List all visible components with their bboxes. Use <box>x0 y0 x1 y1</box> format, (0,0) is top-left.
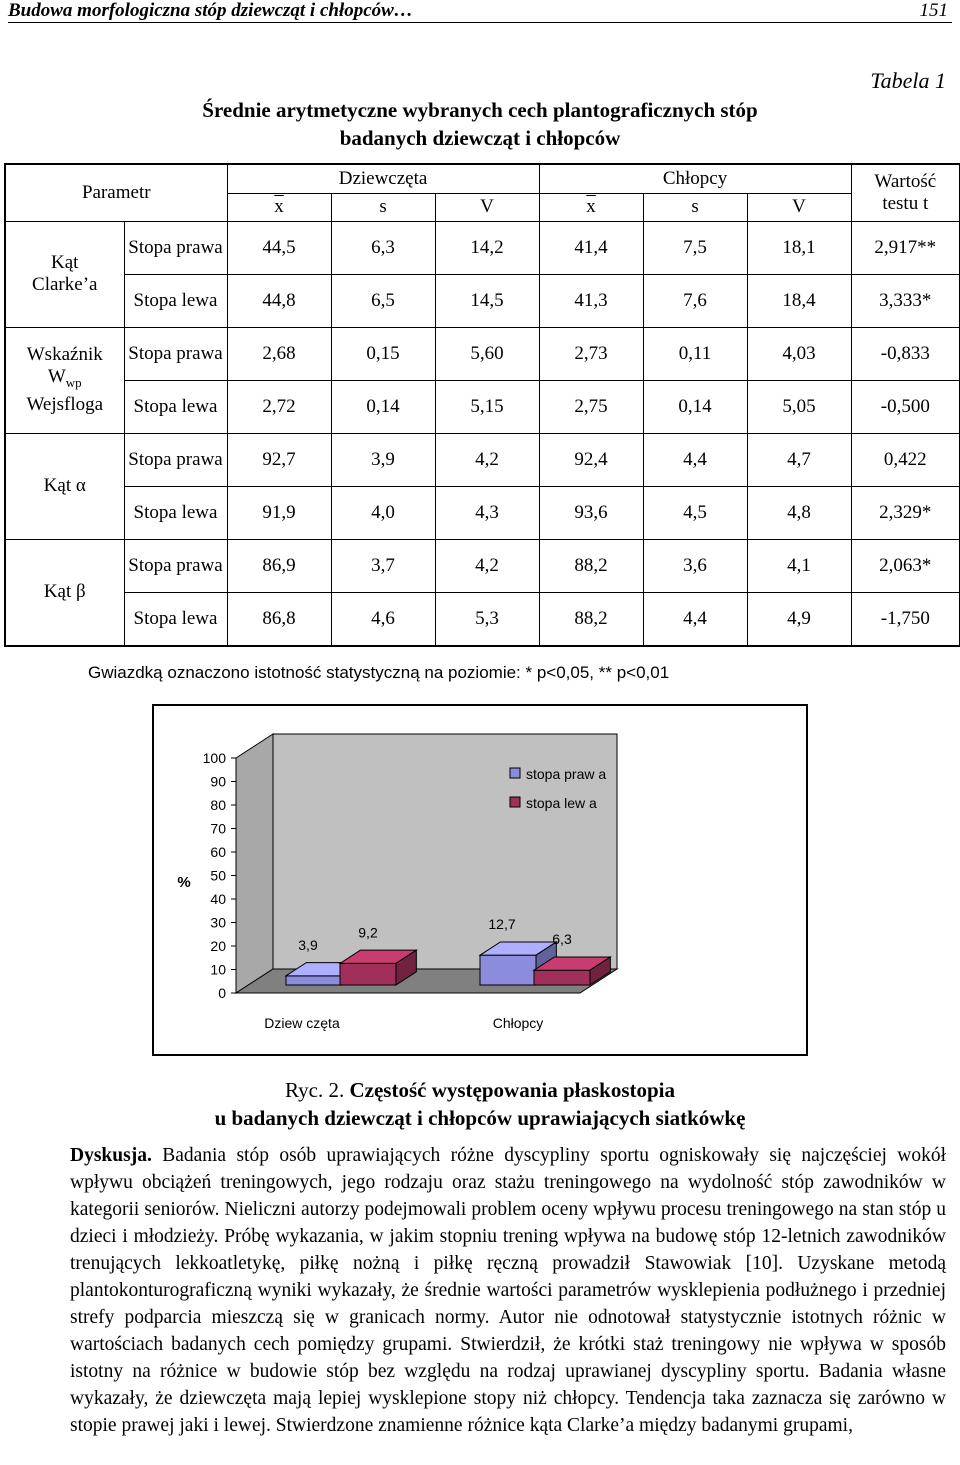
param-wwp-letter: W <box>47 366 66 388</box>
cell: 41,3 <box>539 274 643 327</box>
page-number: 151 <box>919 0 948 21</box>
chart-side-wall <box>236 734 273 993</box>
cell: 4,2 <box>435 539 539 592</box>
param-clarke-line2: Clarke’a <box>32 274 98 295</box>
param-wwp <box>5 327 124 433</box>
bar-front-left-1 <box>534 970 590 985</box>
cell: 4,0 <box>331 486 435 539</box>
side-label: Stopa prawa <box>124 221 227 274</box>
cell: 2,75 <box>539 380 643 433</box>
side-label: Stopa prawa <box>124 539 227 592</box>
header-t-test <box>851 164 960 221</box>
legend-swatch <box>510 768 520 778</box>
cell: 4,4 <box>643 433 747 486</box>
cell: 7,5 <box>643 221 747 274</box>
param-wwp-line3: Wejsfloga <box>26 393 104 415</box>
header-t-line2: testu t <box>882 192 929 214</box>
discussion-text <box>70 1142 946 1439</box>
table-row <box>5 221 960 274</box>
cell: 5,05 <box>747 380 851 433</box>
cell: 88,2 <box>539 592 643 646</box>
bar-data-label: 9,2 <box>358 924 378 941</box>
figure-caption-line2 <box>0 1104 960 1132</box>
side-label: Stopa lewa <box>124 380 227 433</box>
figure-caption-prefix: Ryc. 2. <box>284 1078 345 1102</box>
cell: 0,14 <box>643 380 747 433</box>
sub-s-boys: s <box>643 193 747 221</box>
cell: 2,68 <box>227 327 331 380</box>
sub-v-girls: V <box>435 193 539 221</box>
y-tick-label: 20 <box>210 938 226 954</box>
sub-x-girls-text: $\overline{x}$ <box>274 196 284 217</box>
y-tick-label: 10 <box>210 961 226 978</box>
y-tick-label: 0 <box>218 985 226 1001</box>
legend-swatch <box>510 797 520 807</box>
sub-x-boys-text: $\overline{x}$ <box>586 196 596 217</box>
y-tick-label: 90 <box>210 773 226 790</box>
figure-caption <box>0 1076 960 1132</box>
side-label: Stopa prawa <box>124 327 227 380</box>
cell: 7,6 <box>643 274 747 327</box>
cell: 2,329* <box>851 486 960 539</box>
figure-caption-title: Częstość występowania płaskostopia <box>349 1078 676 1102</box>
bar-front-right-1 <box>480 955 536 985</box>
flatfoot-chart <box>152 704 808 1056</box>
table-label: Tabela 1 <box>870 68 946 93</box>
cell: 4,4 <box>643 592 747 646</box>
table-row <box>5 433 960 486</box>
cell: 4,8 <box>747 486 851 539</box>
side-label: Stopa lewa <box>124 486 227 539</box>
bar-data-label: 12,7 <box>488 916 516 933</box>
bar-front-left-0 <box>340 963 396 985</box>
cell: 3,9 <box>331 433 435 486</box>
param-clarke <box>5 221 124 327</box>
bar-data-label: 3,9 <box>298 936 318 953</box>
table-row <box>5 327 960 380</box>
chart-svg <box>154 706 806 1054</box>
y-tick-label: 100 <box>202 750 226 766</box>
discussion-heading: Dyskusja. <box>70 1145 152 1166</box>
category-label: Dziew częta <box>264 1015 340 1031</box>
y-tick-label: 70 <box>210 820 226 837</box>
cell: 0,422 <box>851 433 960 486</box>
cell: 93,6 <box>539 486 643 539</box>
cell: 4,1 <box>747 539 851 592</box>
discussion-paragraph <box>70 1142 946 1439</box>
cell: 5,3 <box>435 592 539 646</box>
running-title: Budowa morfologiczna stóp dziewcząt i chłopców… <box>8 0 413 21</box>
cell: 0,14 <box>331 380 435 433</box>
cell: 6,3 <box>331 221 435 274</box>
cell: 2,917** <box>851 221 960 274</box>
cell: 4,3 <box>435 486 539 539</box>
cell: 92,7 <box>227 433 331 486</box>
cell: 92,4 <box>539 433 643 486</box>
header-dziewczeta: Dziewczęta <box>227 164 539 193</box>
y-axis-label: % <box>177 874 191 891</box>
cell: 88,2 <box>539 539 643 592</box>
cell: 4,5 <box>643 486 747 539</box>
y-tick-label: 80 <box>210 797 226 813</box>
header-t-line1: Wartość <box>874 170 937 192</box>
cell: 3,333* <box>851 274 960 327</box>
table-title <box>160 96 800 152</box>
table-row <box>5 592 960 646</box>
cell: 6,5 <box>331 274 435 327</box>
data-table <box>4 163 960 647</box>
sub-s-girls: s <box>331 193 435 221</box>
sub-x-boys <box>539 193 643 221</box>
cell: 86,8 <box>227 592 331 646</box>
cell: 3,7 <box>331 539 435 592</box>
y-tick-label: 40 <box>210 891 226 907</box>
running-header <box>8 0 952 23</box>
table-row <box>5 486 960 539</box>
y-tick-label: 60 <box>210 844 226 860</box>
cell: 91,9 <box>227 486 331 539</box>
param-beta: Kąt β <box>5 539 124 646</box>
cell: 4,6 <box>331 592 435 646</box>
side-label: Stopa lewa <box>124 592 227 646</box>
cell: 18,1 <box>747 221 851 274</box>
sub-v-boys: V <box>747 193 851 221</box>
category-label: Chłopcy <box>492 1015 544 1031</box>
cell: 4,7 <box>747 433 851 486</box>
cell: 4,03 <box>747 327 851 380</box>
param-wwp-line1: Wskaźnik <box>26 344 103 366</box>
cell: 3,6 <box>643 539 747 592</box>
header-chlopcy: Chłopcy <box>539 164 851 193</box>
cell: 44,5 <box>227 221 331 274</box>
figure-caption-line1 <box>0 1076 960 1104</box>
cell: 2,73 <box>539 327 643 380</box>
cell: -0,500 <box>851 380 960 433</box>
cell: 0,15 <box>331 327 435 380</box>
cell: 2,72 <box>227 380 331 433</box>
figure-caption-title-2: u badanych dziewcząt i chłopców uprawiających siatkówkę <box>214 1106 746 1130</box>
table-title-line2: badanych dziewcząt i chłopców <box>339 126 621 150</box>
cell: 4,2 <box>435 433 539 486</box>
param-wwp-sub: wp <box>65 374 82 390</box>
table-row <box>5 274 960 327</box>
legend-label: stopa praw a <box>526 766 607 782</box>
cell: -0,833 <box>851 327 960 380</box>
header-parametr: Parametr <box>5 164 227 221</box>
bar-data-label: 6,3 <box>552 931 572 948</box>
side-label: Stopa lewa <box>124 274 227 327</box>
cell: 18,4 <box>747 274 851 327</box>
cell: 5,15 <box>435 380 539 433</box>
param-alpha: Kąt α <box>5 433 124 539</box>
table-row <box>5 380 960 433</box>
param-clarke-line1: Kąt <box>51 252 79 273</box>
y-tick-label: 50 <box>210 867 226 884</box>
cell: 86,9 <box>227 539 331 592</box>
table-title-line1: Średnie arytmetyczne wybranych cech plantograficznych stóp <box>202 98 758 122</box>
discussion-body: Badania stóp osób uprawiających różne dyscypliny sportu ogniskowały się najczęściej wokół wpływu obciążeń treningowych, jego rodzaju oraz stażu treningowego na wydolność stóp zawodników w kategorii seniorów. Nieliczni autorzy podejmowali problem oceny wpływu procesu treningowego na stan stóp u dzieci i młodzieży. Próbę wykazania, w jakim stopniu trening wpływa na budowę stóp 12-letnich zawodników trenujących lekkoatletykę, piłkę nożną i piłkę ręczną prowadził Stawowiak [10]. Uzyskane metodą plantokonturograficzną wyniki wykazały, że średnie wartości parametrów wysklepienia podłużnego i przedniej strefy podparcia mieszczą się w granicach normy. Autor nie odnotował statystycznie istotnych różnic w wartościach badanych cech pomiędzy grupami. Stwierdził, że krótki staż treningowy nie wpływa w sposób istotny na różnice w budowie stóp bez względu na rodzaj uprawianej dyscypliny sportu. Badania własne wykazały, że dziewczęta mają lepiej wysklepione stopy niż chłopcy. Tendencja taka zaznacza się zarówno w stopie prawej jaki i lewej. Stwierdzone znamienne różnice kąta Clarke’a między badanymi grupami, <box>70 1145 947 1436</box>
param-wwp-line2 <box>6 366 124 394</box>
sub-x-girls <box>227 193 331 221</box>
y-tick-label: 30 <box>210 914 226 931</box>
cell: 2,063* <box>851 539 960 592</box>
bar-front-right-0 <box>286 976 342 985</box>
cell: 5,60 <box>435 327 539 380</box>
side-label: Stopa prawa <box>124 433 227 486</box>
cell: 0,11 <box>643 327 747 380</box>
cell: 14,2 <box>435 221 539 274</box>
cell: 41,4 <box>539 221 643 274</box>
cell: 44,8 <box>227 274 331 327</box>
cell: -1,750 <box>851 592 960 646</box>
table-row <box>5 539 960 592</box>
table-footnote: Gwiazdką oznaczono istotność statystyczną na poziomie: * p<0,05, ** p<0,01 <box>88 663 670 682</box>
cell: 4,9 <box>747 592 851 646</box>
legend-label: stopa lew a <box>526 795 597 811</box>
cell: 14,5 <box>435 274 539 327</box>
